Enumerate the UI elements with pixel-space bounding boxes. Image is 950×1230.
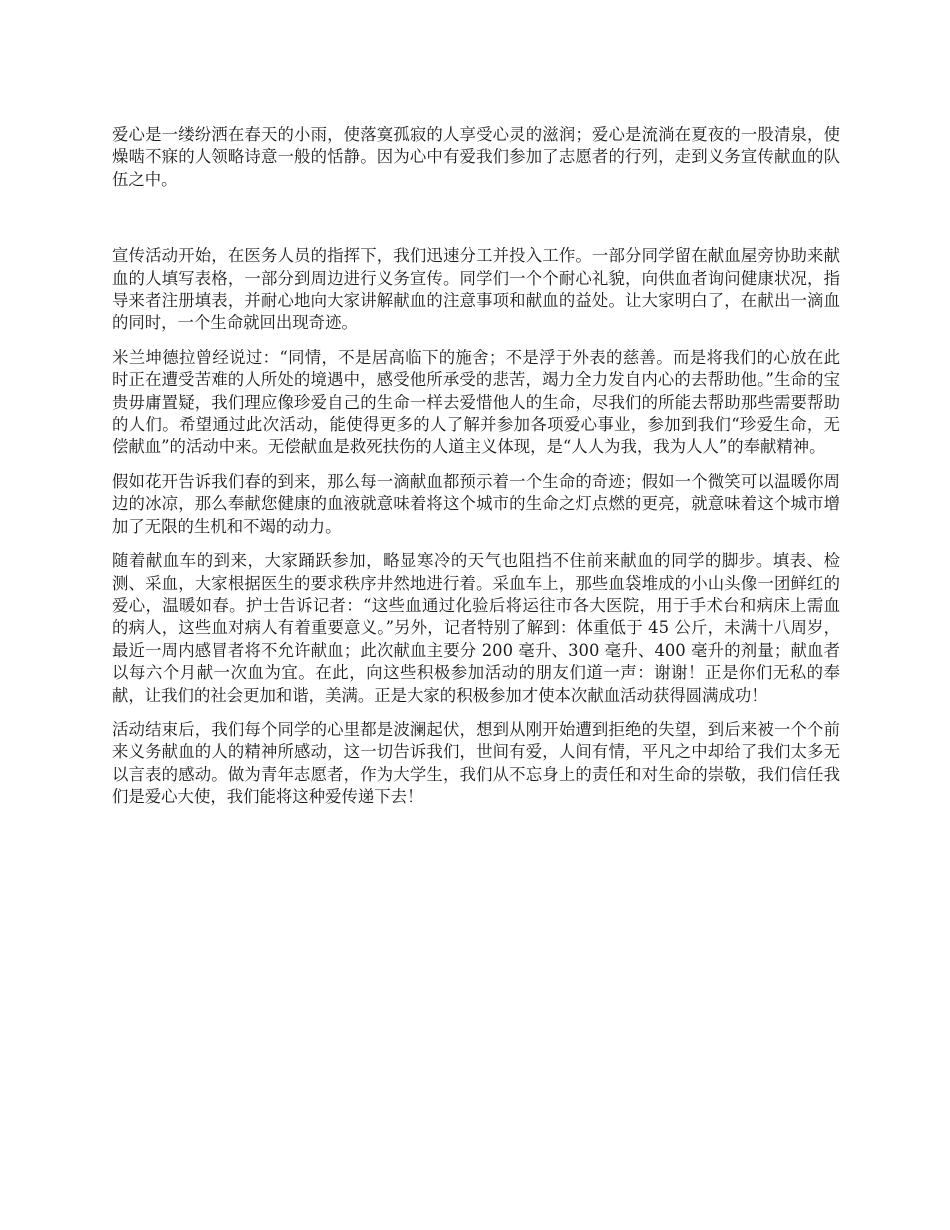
document-body	[112, 124, 840, 821]
paragraph-conclusion: 活动结束后，我们每个同学的心里都是波澜起伏，想到从刚开始遭到拒绝的失望，到后来被一个个前来义务献血的人的精神所感动，这一切告诉我们，世间有爱，人间有情，平凡之中却给了我们太多无以言表的感动。做为青年志愿者，作为大学生，我们从不忘身上的责任和对生命的崇敬，我们信任我们是爱心大使，我们能将这种爱传递下去！	[112, 719, 840, 807]
paragraph-activity-start: 宣传活动开始，在医务人员的指挥下，我们迅速分工并投入工作。一部分同学留在献血屋旁协助来献血的人填写表格，一部分到周边进行义务宣传。同学们一个个耐心礼貌，向供血者询问健康状况，指导来者注册填表，并耐心地向大家讲解献血的注意事项和献血的益处。让大家明白了，在献出一滴血的同时，一个生命就回出现奇迹。	[112, 246, 840, 333]
paragraph-intro: 爱心是一缕纷洒在春天的小雨，使落寞孤寂的人享受心灵的滋润；爱心是流淌在夏夜的一股清泉，使燥啮不寐的人领略诗意一般的恬静。因为心中有爱我们参加了志愿者的行列，走到义务宣传献血的队伍之中。	[112, 125, 840, 189]
paragraph-blood-drive: 随着献血车的到来，大家踊跃参加，略显寒冷的天气也阻挡不住前来献血的同学的脚步。填表、检测、采血，大家根据医生的要求秩序井然地进行着。采血车上，那些血袋堆成的小山头像一团鲜红的爱心，温暖如春。护士告诉记者：“这些血通过化验后将运往市各大医院，用于手术台和病床上需血的病人，这些血对病人有着重要意义。”另外，记者特别了解到：体重低于 45 公斤，未满十八周岁，最近一周内感冒者将不允许献血；此次献血主要分 200 毫升、300 毫升、400 毫升的剂量；献血者以每六个月献一次血为宜。在此，向这些积极参加活动的朋友们道一声：谢谢！正是你们无私的奉献，让我们的社会更加和谐，美满。正是大家的积极参加才使本次献血活动获得圆满成功！	[112, 551, 840, 705]
paragraph-spring-metaphor: 假如花开告诉我们春的到来，那么每一滴献血都预示着一个生命的奇迹；假如一个微笑可以温暖你周边的冰凉，那么奉献您健康的血液就意味着将这个城市的生命之灯点燃的更亮，就意味着这个城市增加了无限的生机和不竭的动力。	[112, 471, 840, 536]
paragraph-kundera-quote: 米兰坤德拉曾经说过：“同情，不是居高临下的施舍；不是浮于外表的慈善。而是将我们的心放在此时正在遭受苦难的人所处的境遇中，感受他所承受的悲苦，竭力全力发自内心的去帮助他。”生命的宝贵毋庸置疑，我们理应像珍爱自己的生命一样去爱惜他人的生命，尽我们的所能去帮助那些需要帮助的人们。希望通过此次活动，能使得更多的人了解并参加各项爱心事业，参加到我们“珍爱生命，无偿献血”的活动中来。无偿献血是救死扶伤的人道主义体现，是“人人为我，我为人人”的奉献精神。	[112, 347, 840, 457]
